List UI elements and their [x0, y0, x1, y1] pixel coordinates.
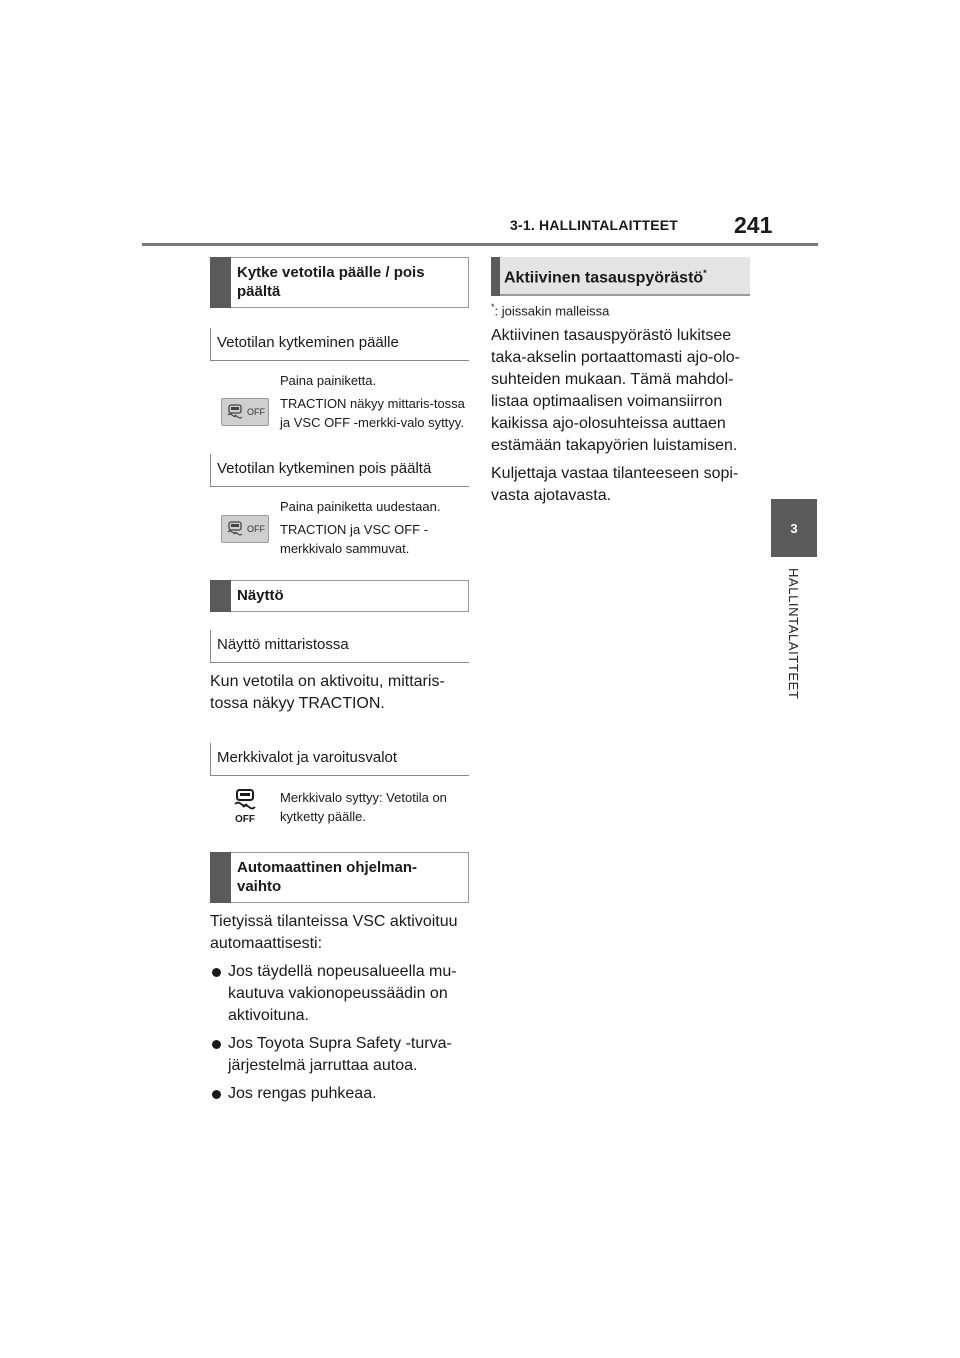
display-description: Kun vetotila on aktivoitu, mittaris-tossa näkyy TRACTION.	[210, 673, 445, 712]
left-column	[210, 257, 469, 1111]
footnote	[491, 302, 750, 318]
heading-footnote-mark: *	[703, 268, 707, 278]
footnote-mark: *	[491, 302, 495, 313]
indicator-off-label: OFF	[235, 814, 255, 824]
section-title: 3-1. HALLINTALAITTEET	[510, 217, 679, 233]
step-press-button: Paina painiketta.	[280, 373, 377, 388]
chapter-tab	[771, 499, 817, 557]
car-skid-icon	[225, 403, 245, 421]
step-traction-shown: TRACTION näkyy mittaris-tossa ja VSC OFF -merkki-valo syttyy.	[280, 396, 465, 430]
traction-off-indicator-icon	[232, 788, 258, 824]
heading-active-differential	[491, 257, 750, 296]
heading-active-differential-text: Aktiivinen tasauspyörästö	[504, 269, 704, 287]
page-number: 241	[734, 212, 773, 238]
indicator-row	[210, 788, 469, 830]
button-off-label-2: OFF	[247, 524, 265, 534]
subheading-warning-lights: Merkkivalot ja varoitusvalot	[210, 743, 469, 776]
subheading-traction-on: Vetotilan kytkeminen päälle	[210, 328, 469, 361]
auto-conditions-list	[210, 961, 469, 1105]
list-item: Jos rengas puhkeaa.	[210, 1083, 469, 1105]
traction-button-icon-2	[221, 515, 269, 543]
heading-auto-program: Automaattinen ohjelman-vaihto	[210, 852, 469, 903]
driver-responsibility-paragraph: Kuljettaja vastaa tilanteeseen sopi-vasta ajotavasta.	[491, 464, 739, 504]
step-press-again: Paina painiketta uudestaan.	[280, 499, 441, 514]
traction-off-row	[210, 497, 469, 562]
heading-traction-toggle: Kytke vetotila päälle / pois päältä	[210, 257, 469, 308]
traction-button-icon	[221, 398, 269, 426]
traction-on-row	[210, 371, 469, 436]
heading-display: Näyttö	[210, 580, 469, 612]
chapter-number: 3	[790, 520, 798, 536]
list-item: Jos täydellä nopeusalueella mu-kautuva vakionopeussäädin on aktivoituna.	[210, 961, 469, 1027]
auto-intro: Tietyissä tilanteissa VSC aktivoituu automaattisesti:	[210, 913, 458, 952]
right-column	[491, 257, 750, 507]
step-traction-off: TRACTION ja VSC OFF -merkkivalo sammuvat.	[280, 522, 429, 556]
header-rule	[142, 243, 818, 246]
chapter-side-label: HALLINTALAITTEET	[786, 568, 801, 700]
list-item: Jos Toyota Supra Safety -turva-järjestelmä jarruttaa autoa.	[210, 1033, 469, 1077]
subheading-traction-off: Vetotilan kytkeminen pois päältä	[210, 454, 469, 487]
differential-paragraph: Aktiivinen tasauspyörästö lukitsee taka-akselin portaattomasti ajo-olo-suhteiden mukaan. Tämä mahdol-listaa optimaalisen voimansiirron kaikissa ajo-olosuhteissa auttaen estämään takapyörien luistamisen.	[491, 326, 741, 454]
indicator-description: Merkkivalo syttyy: Vetotila on kytketty päälle.	[280, 790, 447, 824]
subheading-display-cluster: Näyttö mittaristossa	[210, 630, 469, 663]
car-skid-icon	[225, 520, 245, 538]
footnote-text: : joissakin malleissa	[494, 303, 610, 319]
button-off-label: OFF	[247, 407, 265, 417]
